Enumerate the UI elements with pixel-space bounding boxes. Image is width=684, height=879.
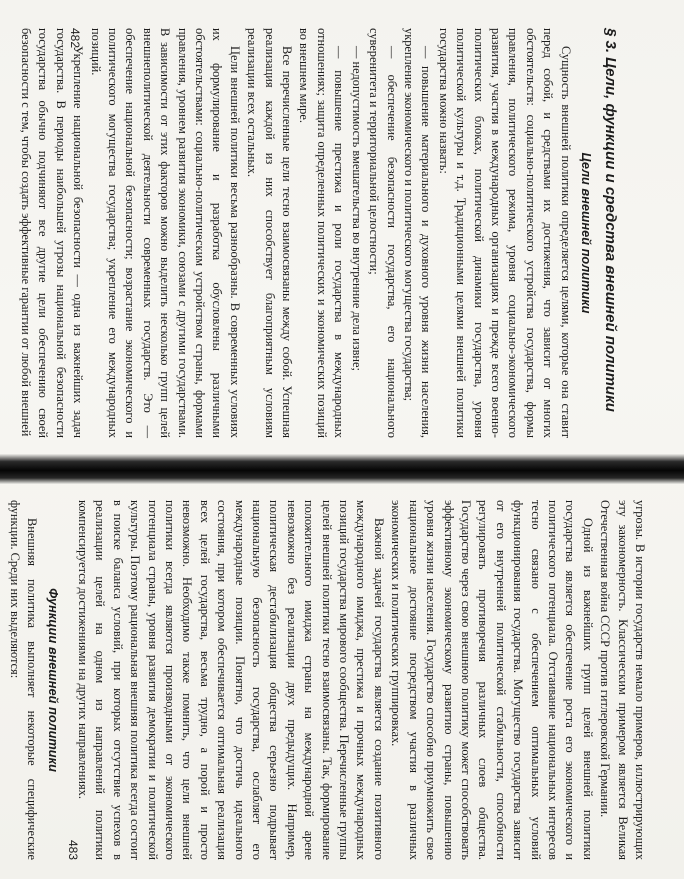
goal-item: — недопустимость вмешательства во внутренние дела извне; (349, 46, 364, 371)
paragraph: Укрепление национальной безопасности — одна из важнейших задач государства. В периоды наибольшей угрозы национальной безопасности государства обычно подчиняют все другие цели обеспечению своей безопасности с тем, чтобы создать эффективные гарантии от любой внешней (19, 28, 86, 438)
section-title: § 3. Цели, функции и средства внешней политики (602, 28, 619, 412)
paragraph: Цели внешней политики весьма разнообразны. В современных условиях их формулирование и разработка обусловлены различными обстоятельствами: социально-политическим устройством страны, формами правления, уровнем развития экономики, союзами с другими государствами. В зависимости от этих факторов можно выделить несколько групп целей внешнеполитической деятельности современных государств. Это — обеспечение национальной безопасности; возрастание экономического и политического могущества государства; укрепление его международных позиций. (88, 28, 242, 438)
book-spine-shadow (0, 454, 684, 484)
subheading-goals: Цели внешней политики (579, 152, 594, 314)
goal-item: — повышение материального и духовного уровня жизни населения, укрепление экономического и политического могущества государства; (401, 28, 434, 438)
paragraph: Все перечисленные цели тесно взаимосвязаны между собой. Успешная реализация каждой из них способствует благоприятным условиям реализации всех остальных. (245, 28, 295, 438)
goal-item: — обеспечение безопасности государства, его национального суверенитета и территориальной целостности; (367, 28, 399, 438)
goal-item: — повышение престижа и роли государства в международных отношениях; защита определенных политических и экономических позиций во внешнем мире. (297, 28, 347, 438)
paragraph: Внешняя политика выполняет некоторые специфические функции. Среди них выделяются: (7, 500, 40, 860)
left-page-482 (19, 28, 620, 438)
paragraph: Важной задачей государства является создание позитивного международного имиджа, престижа и прочных международных позиций государства мирового сообщества. Перечисленные группы целей внешней политики тесно взаимосвязаны. Так, формирование положительного имиджа страны на международной арене невозможно без реализации двух предыдущих. Например, политическая дестабилизация общества серьезно подрывает национальную безопасность государства, ослабляет его международные позиции. Понятно, что достичь идеального состояния, при котором обеспечивается оптимальная реализация всех целей государства, весьма трудно, а порой и просто невозможно. Необходимо также помнить, что цели внешней политики всегда являются производными от экономического потенциала страны, уровня развития демократии и политической культуры. Поэтому рациональная внешняя политика всегда состоит в поиске баланса условий, при которых отсутствие успехов в реализации целей на одном из направлений политики компенсируется достижениями на других направлениях. (76, 500, 386, 860)
page-number: 482 (68, 28, 83, 49)
page-number: 483 (66, 839, 81, 860)
paragraph: угрозы. В истории государств немало примеров, иллюстрирующих эту закономерность. Классическим примером является Великая Отечественная война СССР против гитлеровской Германии. (598, 500, 647, 860)
subheading-functions: Функции внешней политики (45, 588, 61, 772)
right-page-483 (7, 500, 648, 860)
paragraph: Сущность внешней политики определяется целями, которые она ставит перед собой, и средствами их достижения, что зависит от многих обстоятельств: социально-политического устройства государства, формы правления, политического режима, уровня социально-экономического развития, участия в международных организациях и прежде всего военно-политических блоках, политической динамики государства, уровня политической культуры и т.д. Традиционными целями внешней политики государства можно назвать: (436, 28, 573, 438)
paragraph: Одной из важнейших групп целей внешней политики государства является обеспечение роста его экономического и политического потенциала. Отстаивание национальных интересов тесно связано с обеспечением оптимальных условий функционирования государства. Могущество государства зависит от его внутренней политической стабильности, способности регулировать противоречия различных слоев общества. Государство через свою внешнюю политику может способствовать эффективному экономическому развитию страны, повышению уровня жизни населения. Государство способно приумножить свое национальное достояние посредством участия в различных экономических и политических группировках. (389, 500, 595, 860)
